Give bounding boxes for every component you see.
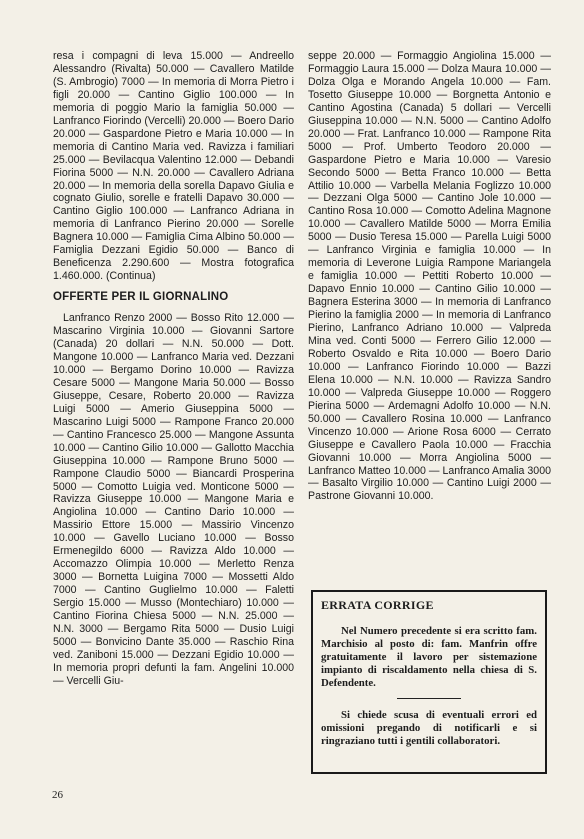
errata-divider: [397, 698, 461, 699]
offerte-list-continued: seppe 20.000 — Formaggio Angiolina 15.000 — Formaggio Laura 15.000 — Dolza Maura 10.000 — Dolza Olga e Morando Angela 10.000 — Fam. Tosetto Giuseppe 10.000 — Borgnetta Antonio e Cantino Agostina (Canada) 5 dollari — Vercelli Giuseppina 10.000 — N.N. 5000 — Cantino Adolfo 20.000 — Frat. Lanfranco 10.000 — Rampone Rita 5000 — Prof. Umberto Teodoro 20.000 — Gaspardone Pietro e Maria 10.000 — Varesio Secondo 5000 — Betta Franco 10.000 — Betta Attilio 10.000 — Varbella Melania Foglizzo 10.000 — Dezzani Olga 5000 — Cantino Jole 10.000 — Cantino Rosa 10.000 — Comotto Adelina Magnone 10.000 — Cavallero Matilde 5000 — Morra Emilia 5000 — Dusio Teresa 15.000 — Parella Luigi 5000 — Lanfranco Virginia e famiglia 10.000 — In memoria di Leverone Luigia Rampone Mariangela e famiglia 10.000 — Pettiti Roberto 10.000 — Dapavo Ennio 10.000 — Cantino Gilio 10.000 — Bagnera Esterina 3000 — In memoria di Lanfranco Pierino la famiglia 2000 — In memoria di Lanfranco Pierino, Lanfranco Adriano 10.000 — Valpreda Mina ved. Conti 5000 — Ferrero Gilio 12.000 — Roberto Osvaldo e Rita 10.000 — Boero Dario 10.000 — Lanfranco Fiorindo 10.000 — Bazzi Elena 10.000 — N.N. 10.000 — Ravizza Sandro 10.000 — Valpreda Giuseppe 10.000 — Roggero Pierina 5000 — Ardemagni Adolfo 10.000 — N.N. 50.000 — Cavallero Rosina 10.000 — Lanfranco Vincenzo 10.000 — Arione Rosa 6000 — Cerrato Giuseppe e Cavallero Paola 10.000 — Fracchia Giovanni 10.000 — Morra Angiolina 5000 — Lanfranco Matteo 10.000 — Lanfranco Amalia 3000 — Basalto Virgilio 10.000 — Cantino Luigi 2000 — Pastrone Giovanni 10.000.: [308, 50, 551, 503]
donations-list-continued: resa i compagni di leva 15.000 — Andreello Alessandro (Rivalta) 50.000 — Cavallero Matilde (S. Ambrogio) 7000 — In memoria di Morra Pietro i figli 20.000 — Cantino Giglio 100.000 — In memoria di poggio Mario la famiglia 50.000 — Lanfranco Fiorindo (Vercelli) 20.000 — Boero Dario 20.000 — Gaspardone Pietro e Maria 10.000 — In memoria di Cantino Maria ved. Ravizza i familiari 25.000 — Bevilacqua Valentino 12.000 — Debandi Fiorina 5000 — N.N. 20.000 — Cavallero Adriana 20.000 — In memoria della sorella Dapavo Giulia e cognato Giulio, sorelle e fratelli Dapavo 30.000 — Cantino Giglio 100.000 — Lanfranco Adriana in memoria di Lanfranco Pierino 20.000 — Sorelle Bagnera 10.000 — Famiglia Cima Albino 50.000 — Famiglia Dezzani Egidio 50.000 — Banco di Beneficenza 2.290.600 — Mostra fotografica 1.460.000. (Continua): [53, 50, 294, 283]
errata-paragraph-1: Nel Numero precedente si era scritto fam. Marchisio al posto di: fam. Manfrin offre gratuitamente il lavoro per sistemazione impianto di riscaldamento nella chiesa di S. Defendente.: [321, 625, 537, 689]
errata-corrige-box: [311, 590, 547, 774]
page-number: 26: [52, 789, 63, 801]
left-column: [53, 50, 294, 688]
errata-paragraph-2: Si chiede scusa di eventuali errori ed omissioni pregando di notificarli e si ringraziano tutti i gentili collaboratori.: [321, 709, 537, 747]
offerte-list: Lanfranco Renzo 2000 — Bosso Rito 12.000 — Mascarino Virginia 10.000 — Giovanni Sartore (Canada) 20 dollari — N.N. 50.000 — Dott. Mangone 10.000 — Lanfranco Maria ved. Dezzani 10.000 — Bergamo Dorino 10.000 — Ravizza Cesare 5000 — Mangone Maria 50.000 — Bosso Giuseppe, Cesare, Roberto 20.000 — Ravizza Luigi 5000 — Amerio Giuseppina 5000 — Mascarino Luigi 5000 — Rampone Franco 20.000 — Cantino Francesco 25.000 — Mangone Assunta 10.000 — Cantino Gilio 10.000 — Gallotto Macchia Giuseppina 10.000 — Rampone Bruno 5000 — Rampone Claudio 5000 — Biancardi Prosperina 5000 — Comotto Luigia ved. Monticone 5000 — Ravizza Giuseppe 10.000 — Mangone Maria e Angiolina 10.000 — Cantino Dario 10.000 — Massirio Ettore 15.000 — Massirio Vincenzo 10.000 — Gavello Luciano 10.000 — Bosso Ermenegildo 6000 — Ravizza Aldo 10.000 — Accomazzo Olimpia 10.000 — Merletto Renza 3000 — Bornetta Luigina 7000 — Mossetti Aldo 7000 — Cantino Guglielmo 10.000 — Faletti Sergio 15.000 — Musso (Montechiaro) 10.000 — Cantino Fiorina Chiesa 5000 — N.N. 25.000 — N.N. 3000 — Bergamo Rita 5000 — Dusio Luigi 5000 — Bonvicino Dante 35.000 — Raschio Rina ved. Zaniboni 15.000 — Dezzani Egidio 10.000 — In memoria propri defunti la fam. Angelini 10.000 — Vercelli Giu-: [53, 312, 294, 687]
right-column: [308, 50, 551, 503]
errata-title: ERRATA CORRIGE: [321, 598, 434, 612]
section-heading-offerte: OFFERTE PER IL GIORNALINO: [53, 291, 229, 304]
